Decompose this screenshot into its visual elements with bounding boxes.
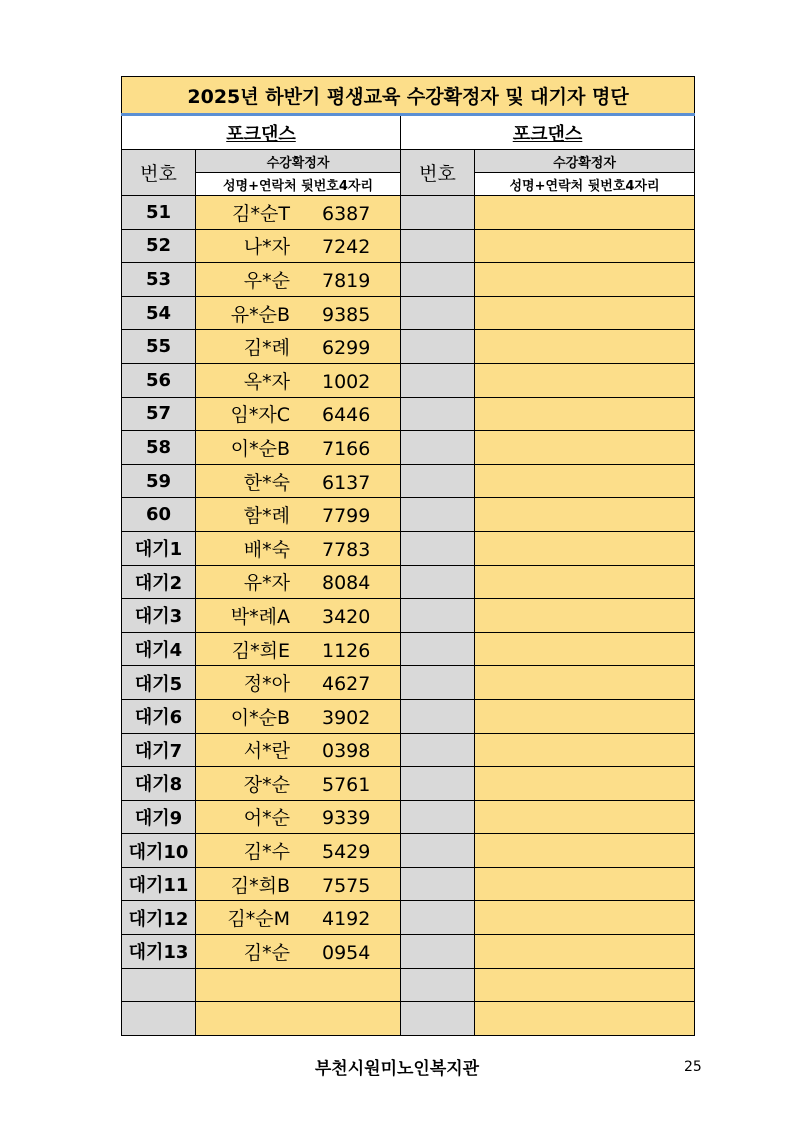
- right-row-number: [401, 666, 475, 700]
- person-name: 이*순B: [230, 437, 290, 460]
- row-number: 53: [122, 263, 196, 297]
- phone-last4: 7783: [322, 538, 371, 561]
- person-cell: [196, 599, 401, 633]
- phone-last4: 7575: [322, 874, 371, 897]
- right-row-number: [401, 263, 475, 297]
- row-number: 대기3: [122, 599, 196, 633]
- table-row: [122, 397, 695, 431]
- page-number: 25: [684, 1059, 702, 1075]
- person-cell: [196, 330, 401, 364]
- right-person-cell: [475, 632, 695, 666]
- table-row: [122, 565, 695, 599]
- right-person-cell: [475, 464, 695, 498]
- person-name: 어*순: [243, 807, 290, 830]
- row-number: 52: [122, 229, 196, 263]
- row-number: 51: [122, 196, 196, 230]
- right-person-cell: [475, 431, 695, 465]
- right-person-cell: [475, 699, 695, 733]
- phone-last4: 7166: [322, 437, 371, 460]
- row-number: 54: [122, 296, 196, 330]
- right-person-cell: [475, 1002, 695, 1036]
- phone-last4: 7799: [322, 505, 371, 528]
- phone-last4: 4192: [322, 908, 371, 931]
- row-number: 대기9: [122, 800, 196, 834]
- footer-organization: 부천시원미노인복지관: [314, 1059, 480, 1079]
- right-person-cell: [475, 599, 695, 633]
- table-row: [122, 599, 695, 633]
- section-row: [122, 115, 695, 150]
- person-name: 김*순M: [227, 908, 290, 931]
- right-row-number: [401, 397, 475, 431]
- person-cell: [196, 901, 401, 935]
- person-name: 김*희E: [231, 639, 290, 662]
- person-name: 서*란: [243, 740, 290, 763]
- person-cell: [196, 431, 401, 465]
- right-num-header: 번호: [401, 150, 475, 196]
- row-number: 대기7: [122, 733, 196, 767]
- table-row: [122, 296, 695, 330]
- table-row: [122, 1002, 695, 1036]
- left-info-header: 성명+연락처 뒷번호4자리: [196, 173, 401, 196]
- row-number: 대기1: [122, 531, 196, 565]
- right-person-cell: [475, 767, 695, 801]
- table-row: [122, 196, 695, 230]
- right-person-cell: [475, 968, 695, 1002]
- right-person-cell: [475, 498, 695, 532]
- person-name: 유*자: [243, 572, 290, 595]
- person-name: 나*자: [243, 236, 290, 259]
- phone-last4: 5429: [322, 841, 371, 864]
- row-number: 대기10: [122, 834, 196, 868]
- right-row-number: [401, 800, 475, 834]
- phone-last4: 7242: [322, 236, 371, 259]
- row-number: 대기4: [122, 632, 196, 666]
- roster-body: [122, 77, 695, 1036]
- phone-last4: 6387: [322, 202, 371, 225]
- right-row-number: [401, 296, 475, 330]
- row-number: 대기6: [122, 699, 196, 733]
- person-name: 장*순: [243, 773, 290, 796]
- right-person-cell: [475, 834, 695, 868]
- person-cell: [196, 263, 401, 297]
- row-number: 60: [122, 498, 196, 532]
- right-person-cell: [475, 565, 695, 599]
- table-row: [122, 464, 695, 498]
- person-cell: [196, 363, 401, 397]
- row-number: 57: [122, 397, 196, 431]
- person-cell: [196, 196, 401, 230]
- right-person-cell: [475, 531, 695, 565]
- row-number: 대기13: [122, 935, 196, 969]
- right-row-number: [401, 632, 475, 666]
- person-name: 한*숙: [243, 471, 290, 494]
- right-person-cell: [475, 935, 695, 969]
- right-row-number: [401, 901, 475, 935]
- phone-last4: 1002: [322, 370, 371, 393]
- person-cell: [196, 397, 401, 431]
- person-name: 김*수: [243, 841, 290, 864]
- person-name: 우*순: [243, 269, 290, 292]
- person-name: 정*아: [243, 673, 290, 696]
- person-cell: [196, 229, 401, 263]
- right-row-number: [401, 834, 475, 868]
- person-name: 배*숙: [243, 538, 290, 561]
- right-row-number: [401, 196, 475, 230]
- table-row: [122, 263, 695, 297]
- right-person-cell: [475, 330, 695, 364]
- right-person-cell: [475, 397, 695, 431]
- title-row: [122, 77, 695, 115]
- person-cell: [196, 531, 401, 565]
- right-row-number: [401, 867, 475, 901]
- person-cell: [196, 296, 401, 330]
- left-class-label: 포크댄스: [226, 123, 296, 145]
- table-row: [122, 800, 695, 834]
- person-cell: [196, 1002, 401, 1036]
- phone-last4: 9339: [322, 807, 371, 830]
- table-row: [122, 363, 695, 397]
- table-row: [122, 666, 695, 700]
- table-row: [122, 498, 695, 532]
- right-person-cell: [475, 363, 695, 397]
- person-name: 김*순: [243, 941, 290, 964]
- right-person-cell: [475, 800, 695, 834]
- person-cell: [196, 800, 401, 834]
- person-name: 김*순T: [232, 202, 290, 225]
- right-row-number: [401, 1002, 475, 1036]
- person-cell: [196, 565, 401, 599]
- person-name: 유*순B: [230, 303, 290, 326]
- row-number: 대기2: [122, 565, 196, 599]
- row-number: 대기5: [122, 666, 196, 700]
- right-class-label: 포크댄스: [512, 123, 583, 145]
- person-name: 김*례: [243, 337, 290, 360]
- person-name: 박*례A: [230, 605, 290, 628]
- table-row: [122, 867, 695, 901]
- right-row-number: [401, 767, 475, 801]
- right-person-cell: [475, 666, 695, 700]
- table-row: [122, 834, 695, 868]
- person-cell: [196, 498, 401, 532]
- right-person-cell: [475, 733, 695, 767]
- right-row-number: [401, 599, 475, 633]
- table-row: [122, 901, 695, 935]
- header-row-1: [122, 150, 695, 173]
- row-number: 대기12: [122, 901, 196, 935]
- right-row-number: [401, 565, 475, 599]
- person-cell: [196, 733, 401, 767]
- person-name: 김*희B: [230, 874, 290, 897]
- table-row: [122, 699, 695, 733]
- phone-last4: 7819: [322, 269, 371, 292]
- right-row-number: [401, 935, 475, 969]
- person-cell: [196, 699, 401, 733]
- phone-last4: 6446: [322, 404, 371, 427]
- right-row-number: [401, 699, 475, 733]
- person-cell: [196, 935, 401, 969]
- phone-last4: 3902: [322, 706, 371, 729]
- document-title: 2025년 하반기 평생교육 수강확정자 및 대기자 명단: [122, 77, 695, 115]
- table-row: [122, 531, 695, 565]
- left-num-header: 번호: [122, 150, 196, 196]
- row-number: 59: [122, 464, 196, 498]
- table-row: [122, 767, 695, 801]
- right-info-header: 성명+연락처 뒷번호4자리: [475, 173, 695, 196]
- person-cell: [196, 767, 401, 801]
- phone-last4: 9385: [322, 303, 371, 326]
- phone-last4: 0398: [322, 740, 371, 763]
- right-person-cell: [475, 901, 695, 935]
- right-person-cell: [475, 196, 695, 230]
- row-number: 대기11: [122, 867, 196, 901]
- phone-last4: 6137: [322, 471, 371, 494]
- table-row: [122, 330, 695, 364]
- row-number: 55: [122, 330, 196, 364]
- right-row-number: [401, 733, 475, 767]
- phone-last4: 5761: [322, 773, 371, 796]
- person-name: 함*례: [243, 505, 290, 528]
- right-row-number: [401, 464, 475, 498]
- table-row: [122, 431, 695, 465]
- right-person-cell: [475, 867, 695, 901]
- row-number: [122, 968, 196, 1002]
- phone-last4: 8084: [322, 572, 371, 595]
- right-row-number: [401, 330, 475, 364]
- left-confirmed-header: 수강확정자: [196, 150, 401, 173]
- table-row: [122, 229, 695, 263]
- phone-last4: 4627: [322, 673, 371, 696]
- row-number: 56: [122, 363, 196, 397]
- right-row-number: [401, 431, 475, 465]
- person-cell: [196, 666, 401, 700]
- row-number: 58: [122, 431, 196, 465]
- phone-last4: 1126: [322, 639, 371, 662]
- table-row: [122, 733, 695, 767]
- person-name: 옥*자: [243, 370, 290, 393]
- person-cell: [196, 968, 401, 1002]
- table-row: [122, 968, 695, 1002]
- person-cell: [196, 632, 401, 666]
- row-number: [122, 1002, 196, 1036]
- phone-last4: 0954: [322, 941, 371, 964]
- table-row: [122, 632, 695, 666]
- right-row-number: [401, 531, 475, 565]
- person-cell: [196, 464, 401, 498]
- row-number: 대기8: [122, 767, 196, 801]
- person-cell: [196, 867, 401, 901]
- right-class-name: [401, 115, 695, 150]
- table-row: [122, 935, 695, 969]
- right-row-number: [401, 968, 475, 1002]
- right-row-number: [401, 229, 475, 263]
- right-row-number: [401, 498, 475, 532]
- left-class-name: [122, 115, 401, 150]
- phone-last4: 6299: [322, 337, 371, 360]
- right-person-cell: [475, 263, 695, 297]
- roster-table: [121, 76, 695, 1036]
- person-name: 임*자C: [230, 404, 290, 427]
- right-person-cell: [475, 229, 695, 263]
- phone-last4: 3420: [322, 605, 371, 628]
- right-person-cell: [475, 296, 695, 330]
- person-cell: [196, 834, 401, 868]
- right-confirmed-header: 수강확정자: [475, 150, 695, 173]
- right-row-number: [401, 363, 475, 397]
- person-name: 이*순B: [230, 706, 290, 729]
